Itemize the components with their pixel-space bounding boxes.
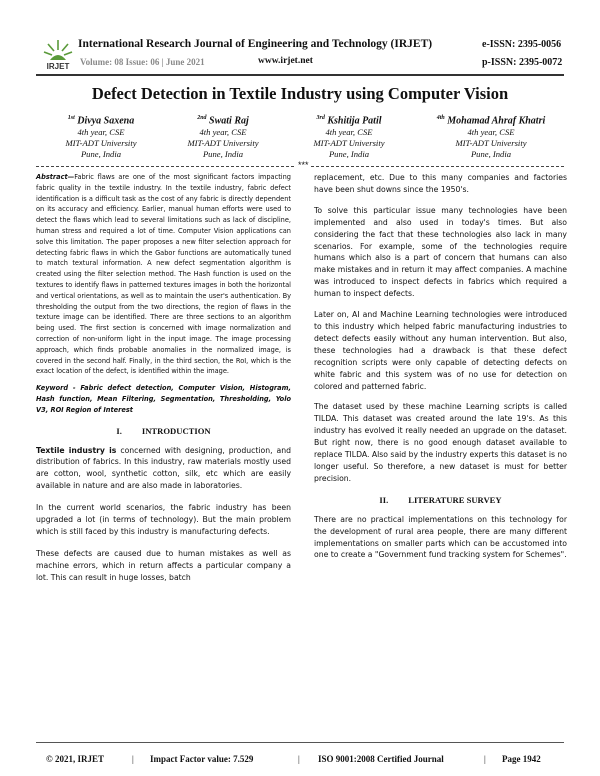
author-1: [36, 112, 166, 159]
section-heading-literature-survey: [314, 495, 567, 505]
footer-page-number: Page 1942: [502, 754, 541, 764]
right-column: [314, 172, 567, 571]
author-name: Kshitija Patil: [327, 115, 382, 127]
irjet-logo: [38, 36, 78, 72]
author-sup: 4th: [436, 115, 445, 121]
section-title: INTRODUCTION: [141, 425, 211, 436]
paragraph: These defects are caused due to human mistakes as well as machine errors, which in return affects a particular company a lot. This can result in huge losses, batch: [36, 548, 291, 582]
paragraph: [36, 445, 291, 493]
author-sup: 3rd: [316, 115, 325, 121]
author-role: 4th year, CSE: [77, 127, 125, 138]
page-header: [0, 0, 600, 78]
p-issn: p-ISSN: 2395-0072: [482, 57, 563, 68]
footer-copyright: © 2021, IRJET: [46, 754, 104, 764]
author-sup: 1st: [67, 115, 75, 121]
footer-divider: [36, 742, 564, 743]
journal-title: International Research Journal of Engineering and Technology (IRJET): [78, 38, 433, 50]
page-footer: [36, 742, 564, 772]
author-3: [284, 112, 414, 159]
paragraph: In the current world scenarios, the fabric industry has been upgraded a lot (in terms of technology). But the main problem which is still faced by this industry is manufacturing defects.: [36, 503, 291, 536]
left-column: [36, 172, 291, 594]
paragraph: To solve this particular issue many technologies have been implemented and also used in today's times. But also considering the fact that these technologies also lack in many scenarios. For example, some of the technologies require humans which also is a part of concern that humans can also make mistakes and in return it may affect companies. A machine was introduced to inspect defects in fabrics which required a human to inspect defects.: [314, 205, 567, 299]
author-2: [158, 112, 288, 159]
author-4: [416, 112, 566, 159]
issue-info: Volume: 08 Issue: 06 | June 2021: [80, 57, 205, 67]
author-name: Divya Saxena: [77, 115, 135, 127]
section-title: LITERATURE SURVEY: [408, 494, 502, 505]
author-location: Pune, India: [470, 148, 512, 159]
logo-text: IRJET: [46, 62, 70, 71]
author-role: 4th year, CSE: [325, 127, 373, 138]
author-block: [36, 112, 564, 162]
author-affiliation: MIT-ADT University: [187, 137, 259, 148]
paragraph: The dataset used by these machine Learning scripts is called TILDA. This dataset was created around the late 19's. As this industry has evolved it really needed an upgrade on the dataset. But right now, there is no good enough dataset available to replace TILDA. Also said by the industry experts this dataset is no longer useful. So therefore, a new dataset is must for better precision.: [314, 402, 567, 483]
header-divider: [36, 74, 564, 76]
author-location: Pune, India: [80, 148, 122, 159]
separator-stars: ***: [298, 160, 309, 170]
author-affiliation: MIT-ADT University: [65, 137, 137, 148]
author-location: Pune, India: [328, 148, 370, 159]
footer-separator: |: [484, 754, 486, 764]
abstract: [36, 172, 291, 377]
website-link[interactable]: www.irjet.net: [258, 56, 313, 66]
section-heading-introduction: [36, 426, 291, 436]
section-number: II.: [379, 494, 389, 505]
paragraph: replacement, etc. Due to this many companies and factories have been shut downs since the 1950's.: [314, 173, 567, 194]
footer-separator: |: [298, 754, 300, 764]
author-affiliation: MIT-ADT University: [313, 137, 385, 148]
abstract-text: Fabric flaws are one of the most significant factors impacting fabric quality in the textile industry. In the textile industry, fabric defect identification is a difficult task as the cost of any fabric is directly dependent on its accuracy and efficiency. Earlier, manual human efforts were used to detect the flaws which lead to several limitations such as lack of discipline, human stress and required a lot of time. Computer Vision applications can solve this limitation. The paper proposes a new filter selection approach for detecting fabric flaws in which the Gabor functions are automatically tuned to match textural information. A new defect segmentation algorithm is created using the filter selection method. The Hash function is used on the textures to identify flaws in patterned textures images in both the horizontal and vertical orientations, as well as to maintain the user's authentication. By thresholding the output from the two directions, the region of flaws in the texture image can be identified. There are three sections to an algorithm being used. The first section is concerned with image normalization and correction of non-uniform light in the input image. The image processing approach, which finds probable anomalies in the normalized image, is covered in the second half. Finally, in the third section, the RoI, which is the exact location of the defect, is identified within the image.: [36, 173, 291, 376]
footer-impact-factor: Impact Factor value: 7.529: [150, 754, 254, 764]
e-issn: e-ISSN: 2395-0056: [482, 39, 562, 50]
author-affiliation: MIT-ADT University: [455, 137, 527, 148]
paragraph-text: concerned with designing, production, and distribution of fabrics. In this industry, raw materials mostly used are cotton, wool, synthetic cotton, silk, etc which are easily available in nature and are also made in laboratories.: [36, 445, 291, 491]
footer-iso: ISO 9001:2008 Certified Journal: [318, 754, 444, 764]
paper-title: Defect Detection in Textile Industry using Computer Vision: [91, 84, 509, 103]
author-location: Pune, India: [202, 148, 244, 159]
author-role: 4th year, CSE: [467, 127, 515, 138]
section-number: I.: [116, 425, 122, 436]
keywords: Keyword - Fabric defect detection, Computer Vision, Histogram, Hash function, Mean Filtering, Segmentation, Thresholding, Yolo V3, ROI Region of Interest: [36, 384, 291, 414]
author-sup: 2nd: [197, 115, 207, 121]
footer-separator: |: [132, 754, 134, 764]
author-name: Mohamad Ahraf Khatri: [447, 115, 546, 127]
author-role: 4th year, CSE: [199, 127, 247, 138]
author-name: Swati Raj: [209, 115, 249, 127]
paragraph-lead: Textile industry is: [36, 445, 117, 455]
paragraph: There are no practical implementations on this technology for the development of rural area people, there are many different implementations on smaller parts which can be accustomed into one to create a "Government fund tracking system for Schemes".: [314, 514, 567, 560]
paragraph: Later on, AI and Machine Learning technologies were introduced to this industry which helped fabric manufacturing industries to detect defects easily without any human intervention. But also, these technologies had a drawback is that these defect recognition scripts were only capable of detecting defects on white fabric and this system was of no use for detection on colored and patterned fabric.: [314, 310, 567, 391]
abstract-label: Abstract—: [36, 173, 75, 181]
